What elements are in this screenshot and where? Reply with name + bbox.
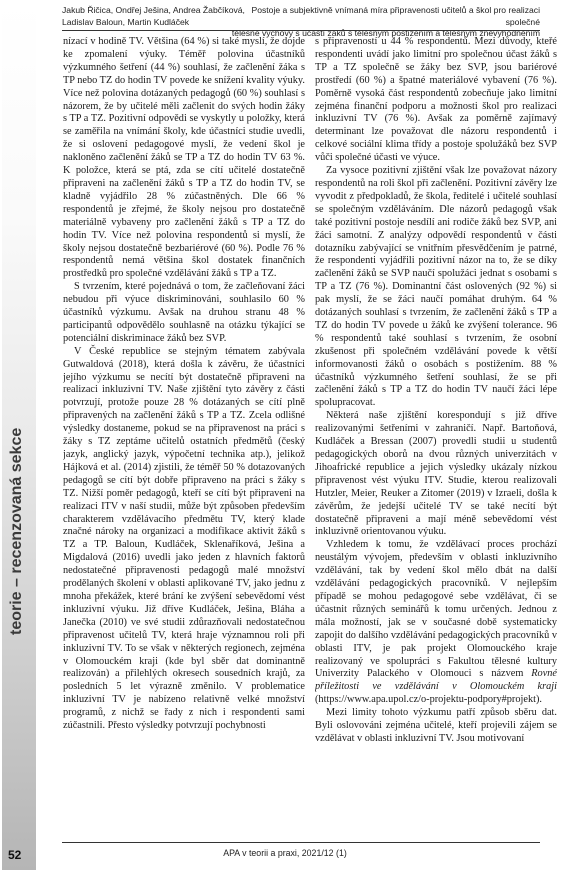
header-authors-line: Jakub Řičica, Ondřej Ješina, Andrea Žabčíková,	[62, 5, 245, 15]
paragraph	[315, 539, 557, 707]
section-label-part1: teorie	[8, 591, 25, 635]
section-label-part2: recenzovaná sekce	[8, 427, 25, 574]
paragraph: nízací v hodině TV. Většina (64 %) si také myslí, že dojde ke zpomalení výuky. Téměř polovina účastníků výzkumného šetření (44 %) souhlasí, že začlenění žáka s TP nebo TZ do hodin TV povede ke snížení kvality výuky. Více než polovina dotázaných pedagogů (60 %) souhlasí s názorem, že by učitelé měli začlenit do svých hodin žáky s TP a TZ. Pozitivní odpovědi se vyskytly u položky, která se zaměřila na vnímání školy, kde účastníci studie uvedli, že si oslovení pedagogové myslí, že vedení škol je nakloněno začlenění žáků se TP a TZ do hodin TV 63 %. K položce, která se ptá, zda se cítí učitelé dostatečně připraveni na začlenění žáků s TP a TZ do hodin TV, se kladně vyjádřilo 28 % zúčastněných. Dle 66 % respondentů je zřejmé, že školy nejsou pro dostatečně materiálně vybaveny pro začlenění žáků s TP a TZ do hodin TV. Více než polovina respondentů si myslí, že školy nejsou dostatečně bezbariérové (60 %). Podle 76 % respondentů nemá většina škol dostatek finančních prostředků pro společné vzdělávání žáků s TP a TZ.	[63, 36, 305, 280]
paragraph: Mezi limity tohoto výzkumu patří způsob sběru dat. Byli oslovováni zejména učitelé, kteří projevili zájem se vzdělávat v oblasti inkluzivní TV. Jsou motivovaní	[315, 707, 557, 744]
section-label-dash: –	[8, 573, 25, 592]
right-column	[315, 36, 557, 831]
paragraph: S tvrzením, které pojednává o tom, že začleňovaní žáci nebudou při výuce diskriminováni, souhlasilo 60 % účastníků výzkumu. Avšak na druhou stranu 48 % participantů odpovědělo souhlasně na otázku týkající se potenciální diskriminace žáků bez SVP.	[63, 281, 305, 344]
project-name: Rovné příležitosti ve vzdělávání v Olomouckém kraji	[315, 668, 557, 693]
header-authors-line: Ladislav Baloun, Martin Kudláček	[62, 16, 190, 27]
paragraph: Některá naše zjištění korespondují s již dříve realizovanými šetřeními v zahraničí. Např. Bartoňová, Kudláček a Bressan (2007) provedli studii u studentů pedagogických oborů na dvou různých univerzitách v Jihoafrické republice a jejich výsledky ukázaly nízkou připravenost vést výuku ITV. Studie, kterou realizovali Hutzler, Meier, Reuker a Zitomer (2019) v Izraeli, došla k závěrům, že jedejší učitelé TV se také necítí být dostatečně připraveni a mají méně sebevědomí vést inkluzivně orientovanou výuku.	[315, 410, 557, 538]
journal-citation: APA v teorii a praxi, 2021/12 (1)	[223, 848, 347, 858]
project-url: (https://www.apa.upol.cz/o-projektu-podpory#projekt).	[315, 694, 542, 706]
running-header	[62, 5, 540, 38]
header-article-title	[220, 5, 540, 40]
header-title-line: Postoje a subjektivně vnímaná míra připravenosti učitelů a škol pro realizaci společné	[251, 5, 540, 27]
header-divider	[62, 30, 540, 31]
section-label	[8, 428, 26, 635]
left-column	[63, 36, 305, 831]
paragraph: s připraveností u 44 % respondentů. Mezi důvody, kteřé respondenti uvádí jako limitní pro společnou účast žáků s TP a TZ společně se žáky bez SVP, jsou bariérové prostředí (60 %) a špatné materiálové vybavení (76 %). Poměrně vysoká část respondentů zobecňuje jako limitní zejména finanční podporu a možnosti škol pro realizaci inkluzivní TV (76 %). Avšak za poměrně zajímavý determinant lze považovat dle názoru respondentů i celkové sociální klima třídy a postoje spolužáků bez SVP vůči společné účasti ve výuce.	[315, 36, 557, 164]
footer-divider	[62, 842, 540, 843]
paragraph-text: Vzhledem k tomu, že vzdělávací proces prochází neustálým vývojem, především v oblasti inkluzivního vzdělávání, tak by vedení škol mělo dbát na další vzdělávání pedagogických pracovníků. V nejlepším případě se mohou pedagogové sebe vzdělávat, či se účastnit různých seminářů k tomu určených. Jednou z mála možností, jak se v současné době systematicky zapojit do dalšího vzdělávání pedagogických pracovníků v oblasti ITV, je pak projekt Olomouckého kraje realizovaný ve spolupráci s Fakultou tělesné kultury Univerzity Palackého v Olomouci s názvem	[315, 539, 557, 680]
header-title-line: tělesné výchovy s účastí žáků s tělesným postižením a tělesným znevýhodněním	[231, 28, 540, 38]
paragraph: Za vysoce pozitivní zjištění však lze považovat názory respondentů na roli škol při začlenění. Pozitivní závěry lze vyvodit z předpokladů, že škola, ředitelé i učitelé souhlasí se společným vzděláváním. Dle názorů pedagogů však také pozitivní postoje nesdílí ani rodiče žáků bez SVP, ani žáci samotní. Z analýzy odpovědí respondentů v části dotazníku zabývající se vnitřním přesvědčením je patrné, že respondenti vyjádřili pozitivní názor na to, že se díky začlenění žáků se SVP naučí spolužáci jednat s osobami s TP a TZ (76 %). Dominantní část oslovených (92 %) si pak myslí, že se žáci naučí pomáhat druhým. 64 % dotázaných souhlasí s tvrzením, že začlenění žáků s TP a TZ do hodin TV povede u žáků ke zvýšení tolerance. 96 % respondentů také souhlasí s tvrzením, že osobní zkušenost při společném vzdělávání povede k větší informovanosti žáků o osobách s postižením. 88 % účastníků výzkumného šetření souhlasí, že se při začlenění žáků s TP a TZ do hodin TV naučí žáci lépe spolupracovat.	[315, 165, 557, 409]
paragraph: V České republice se stejným tématem zabývala Gutwaldová (2018), která došla k závěru, že účastníci jejího výzkumu se necítí být dostatečně připraveni na realizaci inkluzivní TV. Naše zjištění tyto závěry z části potvrzují, protože pouze 28 % dotázaných se cítí plně připravených na začlenění žáků s TP a TZ. Zcela odlišné výsledky dostaneme, pokud se na připravenost na práci s žáky s TZ zeptáme učitelů ostatních předmětů (český jazyk, anglický jazyk, výpočetní technika atp.), jelikož Hájková et al. (2014) zjistili, že téměř 50 % dotazovaných pedagogů se cítí být dobře připraveno na práci s žáky s TZ. Nižší poměr pedagogů, kteří se cítí být připraveni na realizaci ITV v naší studii, může být způsoben především charakterem vzdělávacího předmětu TV, který klade značné nároky na organizaci a modifikace aktivit žáků s TZ a TP. Baloun, Kudláček, Sklenaříková, Ješina a Migdalová (2016) uvedli jako jeden z hlavních faktorů nedostatečné připravenosti pedagogů malé množství prodělaných školení v oblasti aplikované TV, jako jednu z mnoha překážek, které brání ke zvýšení sebevědomí vést inkluzivní výuku. Již dříve Kudláček, Ješina, Bláha a Janečka (2010) ve své studii zdůrazňovali nedostatečnou připravenost učitelů TV, která hraje významnou roli při inkluzivní TV. To se však v některých regionech, zejména v Olomouckém kraji (kde byl sběr dat dominantně realizován) a přilehlých okresech sousedních krajů, za posledních 5 let výrazně změnilo. V problematice inkluzivní TV je nabízeno relativně velké množství programů, z nichž se řady z nich i respondenti sami zúčastnili. Přesto výsledky potvrzují pochybnosti	[63, 345, 305, 732]
page-number: 52	[8, 848, 22, 862]
